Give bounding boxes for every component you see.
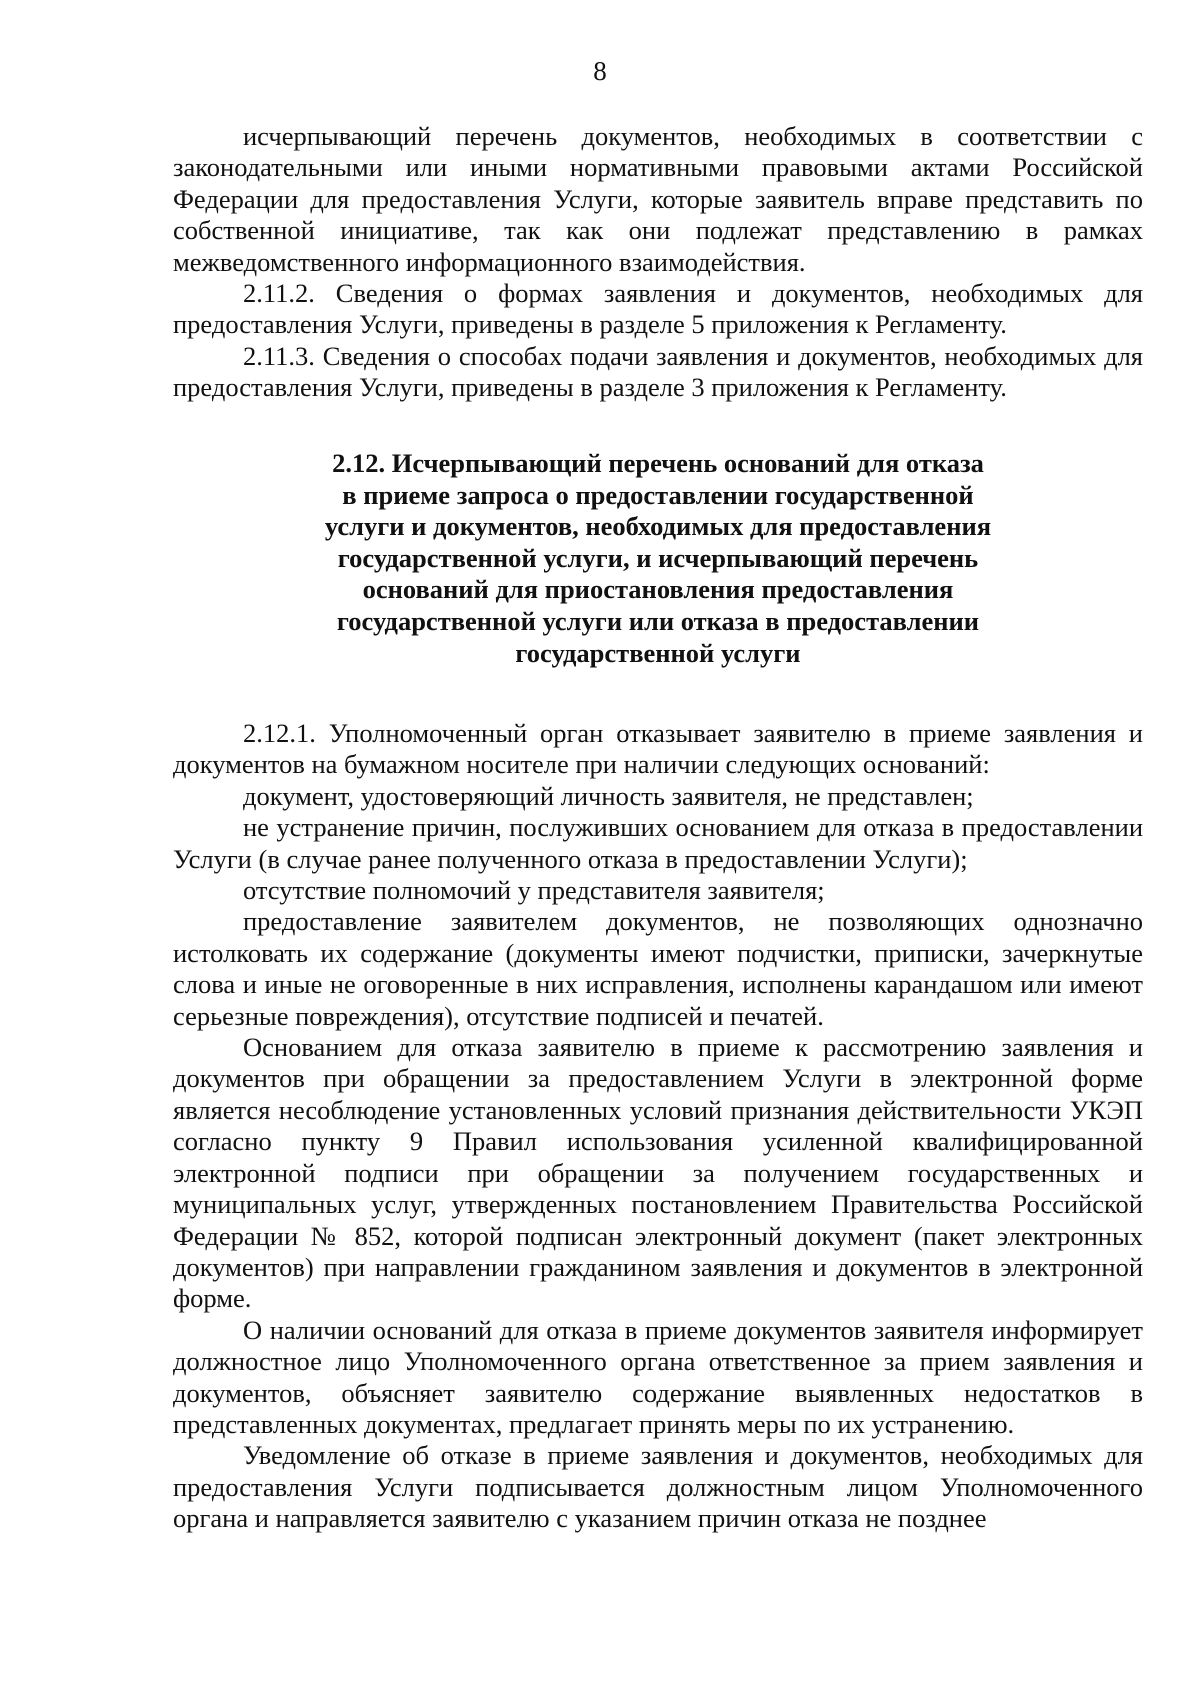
section-2-12-text: [173, 718, 1143, 1535]
section-2-11-text: [173, 121, 1143, 404]
section-2-12-heading: [173, 448, 1143, 669]
heading-line: оснований для приостановления предоставления: [362, 574, 954, 605]
paragraph-continuation: исчерпывающий перечень документов, необходимых в соответствии с законодательными или иными нормативными правовыми актами Российской Федерации для предоставления Услуги, которые заявитель вправе представить по собственной инициативе, так как они подлежат представлению в рамках межведомственного информационного взаимодействия.: [173, 121, 1143, 277]
ground-item: не устранение причин, послуживших основанием для отказа в предоставлении Услуги (в случае ранее полученного отказа в предоставлении Услуги);: [173, 812, 1143, 874]
ground-item: отсутствие полномочий у представителя заявителя;: [243, 875, 825, 906]
paragraph-informing: О наличии оснований для отказа в приеме документов заявителя информирует должностное лицо Уполномоченного органа ответственное за прием заявления и документов, объясняет заявителю содержание выявленных недостатков в представленных документах, предлагает принять меры по их устранению.: [173, 1314, 1143, 1439]
page-number: 8: [593, 56, 607, 86]
paragraph-2-11-2: 2.11.2. Сведения о формах заявления и документов, необходимых для предоставления Услуги, приведены в разделе 5 приложения к Регламенту.: [173, 278, 1143, 340]
paragraph-electronic-grounds: Основанием для отказа заявителю в приеме к рассмотрению заявления и документов при обращении за предоставлением Услуги в электронной форме является несоблюдение установленных условий признания действительности УКЭП согласно пункту 9 Правил использования усиленной квалифицированной электронной подписи при обращении за получением государственных и муниципальных услуг, утвержденных постановлением Правительства Российской Федерации № 852, которой подписан электронный документ (пакет электронных документов) при направлении гражданином заявления и документов в электронной форме.: [173, 1032, 1143, 1314]
heading-line: услуги и документов, необходимых для предоставления: [324, 511, 992, 542]
paragraph-2-11-3: 2.11.3. Сведения о способах подачи заявления и документов, необходимых для предоставления Услуги, приведены в разделе 3 приложения к Регламенту.: [173, 340, 1143, 403]
paragraph-2-12-1: 2.12.1. Уполномоченный орган отказывает заявителю в приеме заявления и документов на бумажном носителе при наличии следующих оснований:: [173, 718, 1143, 780]
heading-line: в приеме запроса о предоставлении государственной: [342, 479, 974, 510]
heading-line: государственной услуги, и исчерпывающий перечень: [337, 542, 979, 573]
heading-line: государственной услуги или отказа в предоставлении: [336, 605, 980, 636]
heading-line: 2.12. Исчерпывающий перечень оснований для отказа: [332, 448, 984, 478]
ground-item: предоставление заявителем документов, не позволяющих однозначно истолковать их содержание (документы имеют подчистки, приписки, зачеркнутые слова и иные не оговоренные в них исправления, исполнены карандашом или имеют серьезные повреждения), отсутствие подписей и печатей.: [173, 906, 1143, 1031]
paragraph-notification: Уведомление об отказе в приеме заявления и документов, необходимых для предоставления Услуги подписывается должностным лицом Уполномоченного органа и направляется заявителю с указанием причин отказа не позднее: [173, 1440, 1143, 1534]
heading-line: государственной услуги: [515, 637, 801, 668]
ground-item: документ, удостоверяющий личность заявителя, не представлен;: [243, 780, 974, 811]
